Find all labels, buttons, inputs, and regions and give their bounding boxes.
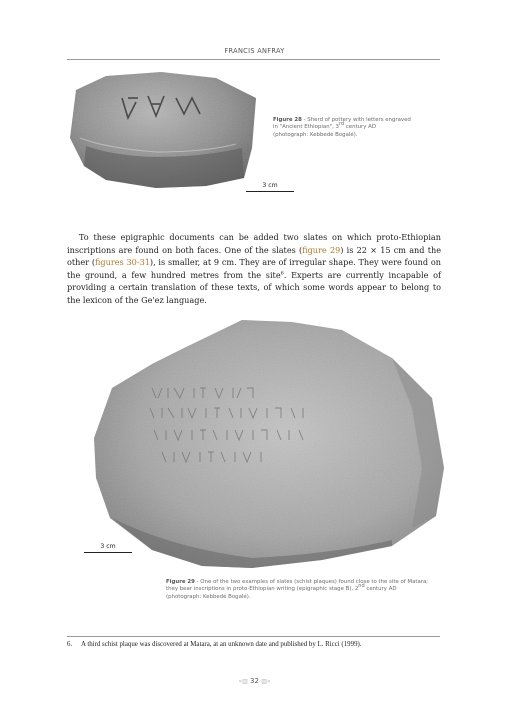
running-header: FRANCIS ANFRAY (224, 47, 285, 55)
right-ornament-icon: ▥» (261, 678, 271, 685)
body-text-part-4: . Experts are currently incapable of providing a certain translation of these texts, of which some words appear to belong to the lexicon of the Ge'ez language. (67, 269, 441, 305)
figure-29-scale-bar (84, 543, 132, 553)
figure-29-caption-line2-tail: century AD (364, 586, 397, 593)
page-number-footer (0, 677, 509, 685)
figure-29-scale-label: 3 cm (100, 543, 116, 550)
figure-29-link[interactable]: figure 29 (302, 244, 341, 255)
figure-28-scale-line (246, 191, 294, 192)
body-paragraph (67, 231, 441, 306)
figure-28-caption-line2-tail: century AD (344, 124, 377, 131)
figure-28-caption (273, 117, 433, 139)
body-text (67, 231, 441, 306)
body-text-part-2: ) is 22 × 15 cm and the other ( (67, 244, 441, 267)
figure-28-label: Figure 28 (273, 117, 302, 123)
figure-28-sherd-photo (66, 68, 256, 190)
figure-29-caption (166, 579, 446, 601)
figure-29-scale-line (84, 552, 132, 553)
figure-29-caption-line2: they bear inscriptions in proto-Ethiopian writing (epigraphic stage B), 2 (166, 586, 359, 593)
footnote-rule (67, 636, 440, 637)
footnote-number: 6. (67, 641, 73, 648)
figure-28-caption-line2: in "Ancient Ethiopian", 3 (273, 124, 339, 131)
page-number: 32 (250, 677, 259, 685)
body-text-part-1: To these epigraphic documents can be added two slates on which proto-Ethiopian inscriptions are found on both faces. One of the slates ( (67, 232, 441, 255)
figures-30-31-link[interactable]: figures 30-31 (95, 257, 150, 267)
figure-28-scale-label: 3 cm (262, 182, 278, 189)
header-rule (67, 59, 440, 60)
figure-29-caption-line1: - One of the two examples of slates (schist plaques) found close to the site of Matara; (194, 579, 429, 585)
figure-29-caption-line3: (photograph: Kebbedé Bogalé). (166, 593, 251, 600)
body-text-part-3: ), is smaller, at 9 cm. They are of irregular shape. They were found on the ground, a few hundred metres from the site (67, 257, 441, 280)
figure-28-caption-line1: - Sherd of pottery with letters engraved (301, 117, 411, 123)
left-ornament-icon: «▥ (238, 678, 248, 685)
figure-28-scale-bar (246, 182, 294, 192)
figure-28-caption-line3: (photograph: Kebbedé Bogalé). (273, 131, 358, 138)
footnote-ref-6[interactable]: 6 (280, 269, 284, 276)
footnote-text: A third schist plaque was discovered at Matara, at an unknown date and published by L. Ricci (1999). (81, 641, 362, 648)
figure-29-label: Figure 29 (166, 579, 195, 585)
figure-29-caption-sup: nd (358, 583, 365, 590)
figure-29-slate-photo (92, 318, 445, 574)
figure-28-caption-sup: rd (338, 121, 345, 128)
footnote-6 (67, 641, 362, 648)
